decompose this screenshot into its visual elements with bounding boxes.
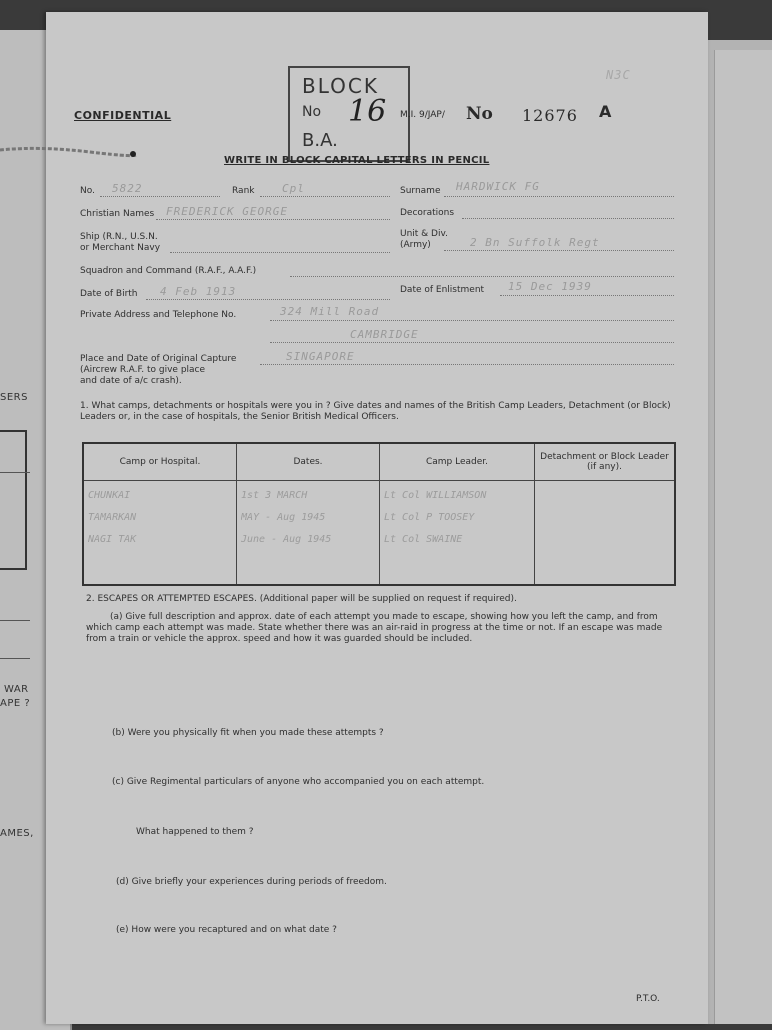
right-stacked-pages	[700, 40, 772, 1024]
capture-label-line-3: and date of a/c crash).	[80, 376, 182, 386]
left-page-rule	[0, 658, 30, 659]
stamp-ba-text: B.A.	[302, 130, 338, 151]
stamp-no-text: No	[302, 104, 322, 120]
squadron-line[interactable]	[290, 276, 674, 277]
right-sheet	[714, 50, 772, 1024]
confidential-label: CONFIDENTIAL	[74, 109, 172, 122]
christian-names-value: FREDERICK GEORGE	[166, 205, 288, 218]
serial-number: 12676	[522, 106, 578, 125]
stamp-block-text: BLOCK	[302, 74, 379, 98]
enlistment-value: 15 Dec 1939	[508, 280, 592, 293]
capture-line[interactable]	[260, 364, 674, 365]
no-field-value: 5822	[112, 182, 143, 195]
camps-table-body-row	[83, 481, 675, 586]
instruction-heading: WRITE IN BLOCK CAPITAL LETTERS IN PENCIL	[224, 155, 490, 166]
question-2c-followup: What happened to them ?	[136, 827, 254, 837]
stamp-number: 16	[348, 94, 387, 129]
camps-cell-col2[interactable]	[237, 481, 380, 586]
address-line-1[interactable]	[270, 320, 674, 321]
question-2e: (e) How were you recaptured and on what date ?	[116, 925, 337, 935]
unit-label-line-1: Unit & Div.	[400, 229, 448, 239]
header-camp-or-hospital: Camp or Hospital.	[83, 443, 237, 481]
no-label: No	[466, 104, 493, 124]
decorations-line[interactable]	[462, 218, 674, 219]
surname-field-value: HARDWICK FG	[456, 180, 540, 193]
left-page-rule	[0, 472, 30, 473]
block-stamp	[288, 66, 410, 162]
camps-table	[82, 442, 676, 586]
leader-entry: Lt Col P TOOSEY	[384, 512, 475, 523]
header-dates: Dates.	[237, 443, 380, 481]
camps-cell-col1[interactable]	[83, 481, 237, 586]
dates-entry: 1st 3 MARCH	[241, 490, 308, 501]
question-1: 1. What camps, detachments or hospitals were you in ? Give dates and names of the British Camp Leaders, Detachment (or Block) Leaders or, in the case of hospitals, the Senior British Medical Officers.	[80, 401, 671, 422]
question-2-heading: 2. ESCAPES OR ATTEMPTED ESCAPES. (Additional paper will be supplied on request if required).	[86, 594, 517, 604]
rank-field-value: Cpl	[282, 182, 305, 195]
ship-label-line-2: or Merchant Navy	[80, 243, 161, 253]
dates-entry: MAY - Aug 1945	[241, 512, 326, 523]
form-page	[46, 12, 708, 1024]
pencil-corner-note: N3C	[606, 68, 631, 82]
address-label: Private Address and Telephone No.	[80, 310, 237, 320]
camps-cell-col4[interactable]	[535, 481, 676, 586]
address-value-1: 324 Mill Road	[280, 305, 380, 318]
unit-label-line-2: (Army)	[400, 240, 431, 250]
surname-field-line[interactable]	[444, 196, 674, 197]
string-tie-icon	[0, 142, 140, 162]
capture-label-line-2: (Aircrew R.A.F. to give place	[80, 365, 206, 375]
left-page-text: SERS	[0, 392, 28, 403]
enlistment-label: Date of Enlistment	[400, 285, 485, 295]
leader-entry: Lt Col SWAINE	[384, 534, 463, 545]
left-page-rule	[0, 620, 30, 621]
christian-names-line[interactable]	[156, 219, 390, 220]
capture-label	[80, 354, 236, 387]
rank-field-line[interactable]	[260, 196, 390, 197]
decorations-label: Decorations	[400, 208, 455, 218]
question-2c: (c) Give Regimental particulars of anyone who accompanied you on each attempt.	[112, 777, 485, 787]
left-page-text: APE ?	[0, 698, 31, 709]
header-camp-leader: Camp Leader.	[380, 443, 535, 481]
dob-value: 4 Feb 1913	[160, 285, 237, 298]
header-detachment-leader: Detachment or Block Leader (if any).	[535, 443, 676, 481]
left-page-box	[0, 430, 27, 570]
capture-value: SINGAPORE	[286, 350, 355, 363]
form-code: M.I. 9/JAP/	[400, 110, 445, 120]
squadron-label: Squadron and Command (R.A.F., A.A.F.)	[80, 266, 257, 276]
no-field-line[interactable]	[100, 196, 220, 197]
address-value-2: CAMBRIDGE	[350, 328, 419, 341]
rank-field-label: Rank	[232, 186, 255, 196]
leader-entry: Lt Col WILLIAMSON	[384, 490, 487, 501]
unit-label	[400, 229, 448, 251]
camps-cell-col3[interactable]	[380, 481, 535, 586]
no-field-label: No.	[80, 186, 95, 196]
unit-line[interactable]	[444, 250, 674, 251]
camp-entry: TAMARKAN	[88, 512, 137, 523]
unit-value: 2 Bn Suffolk Regt	[470, 236, 600, 249]
camp-entry: NAGI TAK	[88, 534, 137, 545]
christian-names-label: Christian Names	[80, 209, 155, 219]
question-2b: (b) Were you physically fit when you made these attempts ?	[112, 728, 384, 738]
dates-entry: June - Aug 1945	[241, 534, 332, 545]
ship-label-line-1: Ship (R.N., U.S.N.	[80, 232, 158, 242]
left-page-text: WAR	[4, 684, 29, 695]
surname-field-label: Surname	[400, 186, 441, 196]
ship-line[interactable]	[170, 252, 390, 253]
capture-label-line-1: Place and Date of Original Capture	[80, 354, 237, 364]
left-page-text: AMES,	[0, 828, 34, 839]
dob-label: Date of Birth	[80, 289, 138, 299]
question-2a: (a) Give full description and approx. date of each attempt you made to escape, showing how you left the camp, and from which camp each attempt was made. State whether there was an air-raid in progress at the time or not. If an escape was made from a train or vehicle the approx. speed and how it was guarded should be included.	[86, 612, 663, 644]
question-2d: (d) Give briefly your experiences during periods of freedom.	[116, 877, 387, 887]
serial-suffix: A	[599, 102, 612, 121]
pto-label: P.T.O.	[636, 994, 660, 1004]
enlistment-line[interactable]	[500, 295, 674, 296]
ship-label	[80, 232, 160, 254]
camps-table-header-row	[83, 443, 675, 481]
camp-entry: CHUNKAI	[88, 490, 131, 501]
dob-line[interactable]	[146, 299, 390, 300]
address-line-2[interactable]	[270, 342, 674, 343]
